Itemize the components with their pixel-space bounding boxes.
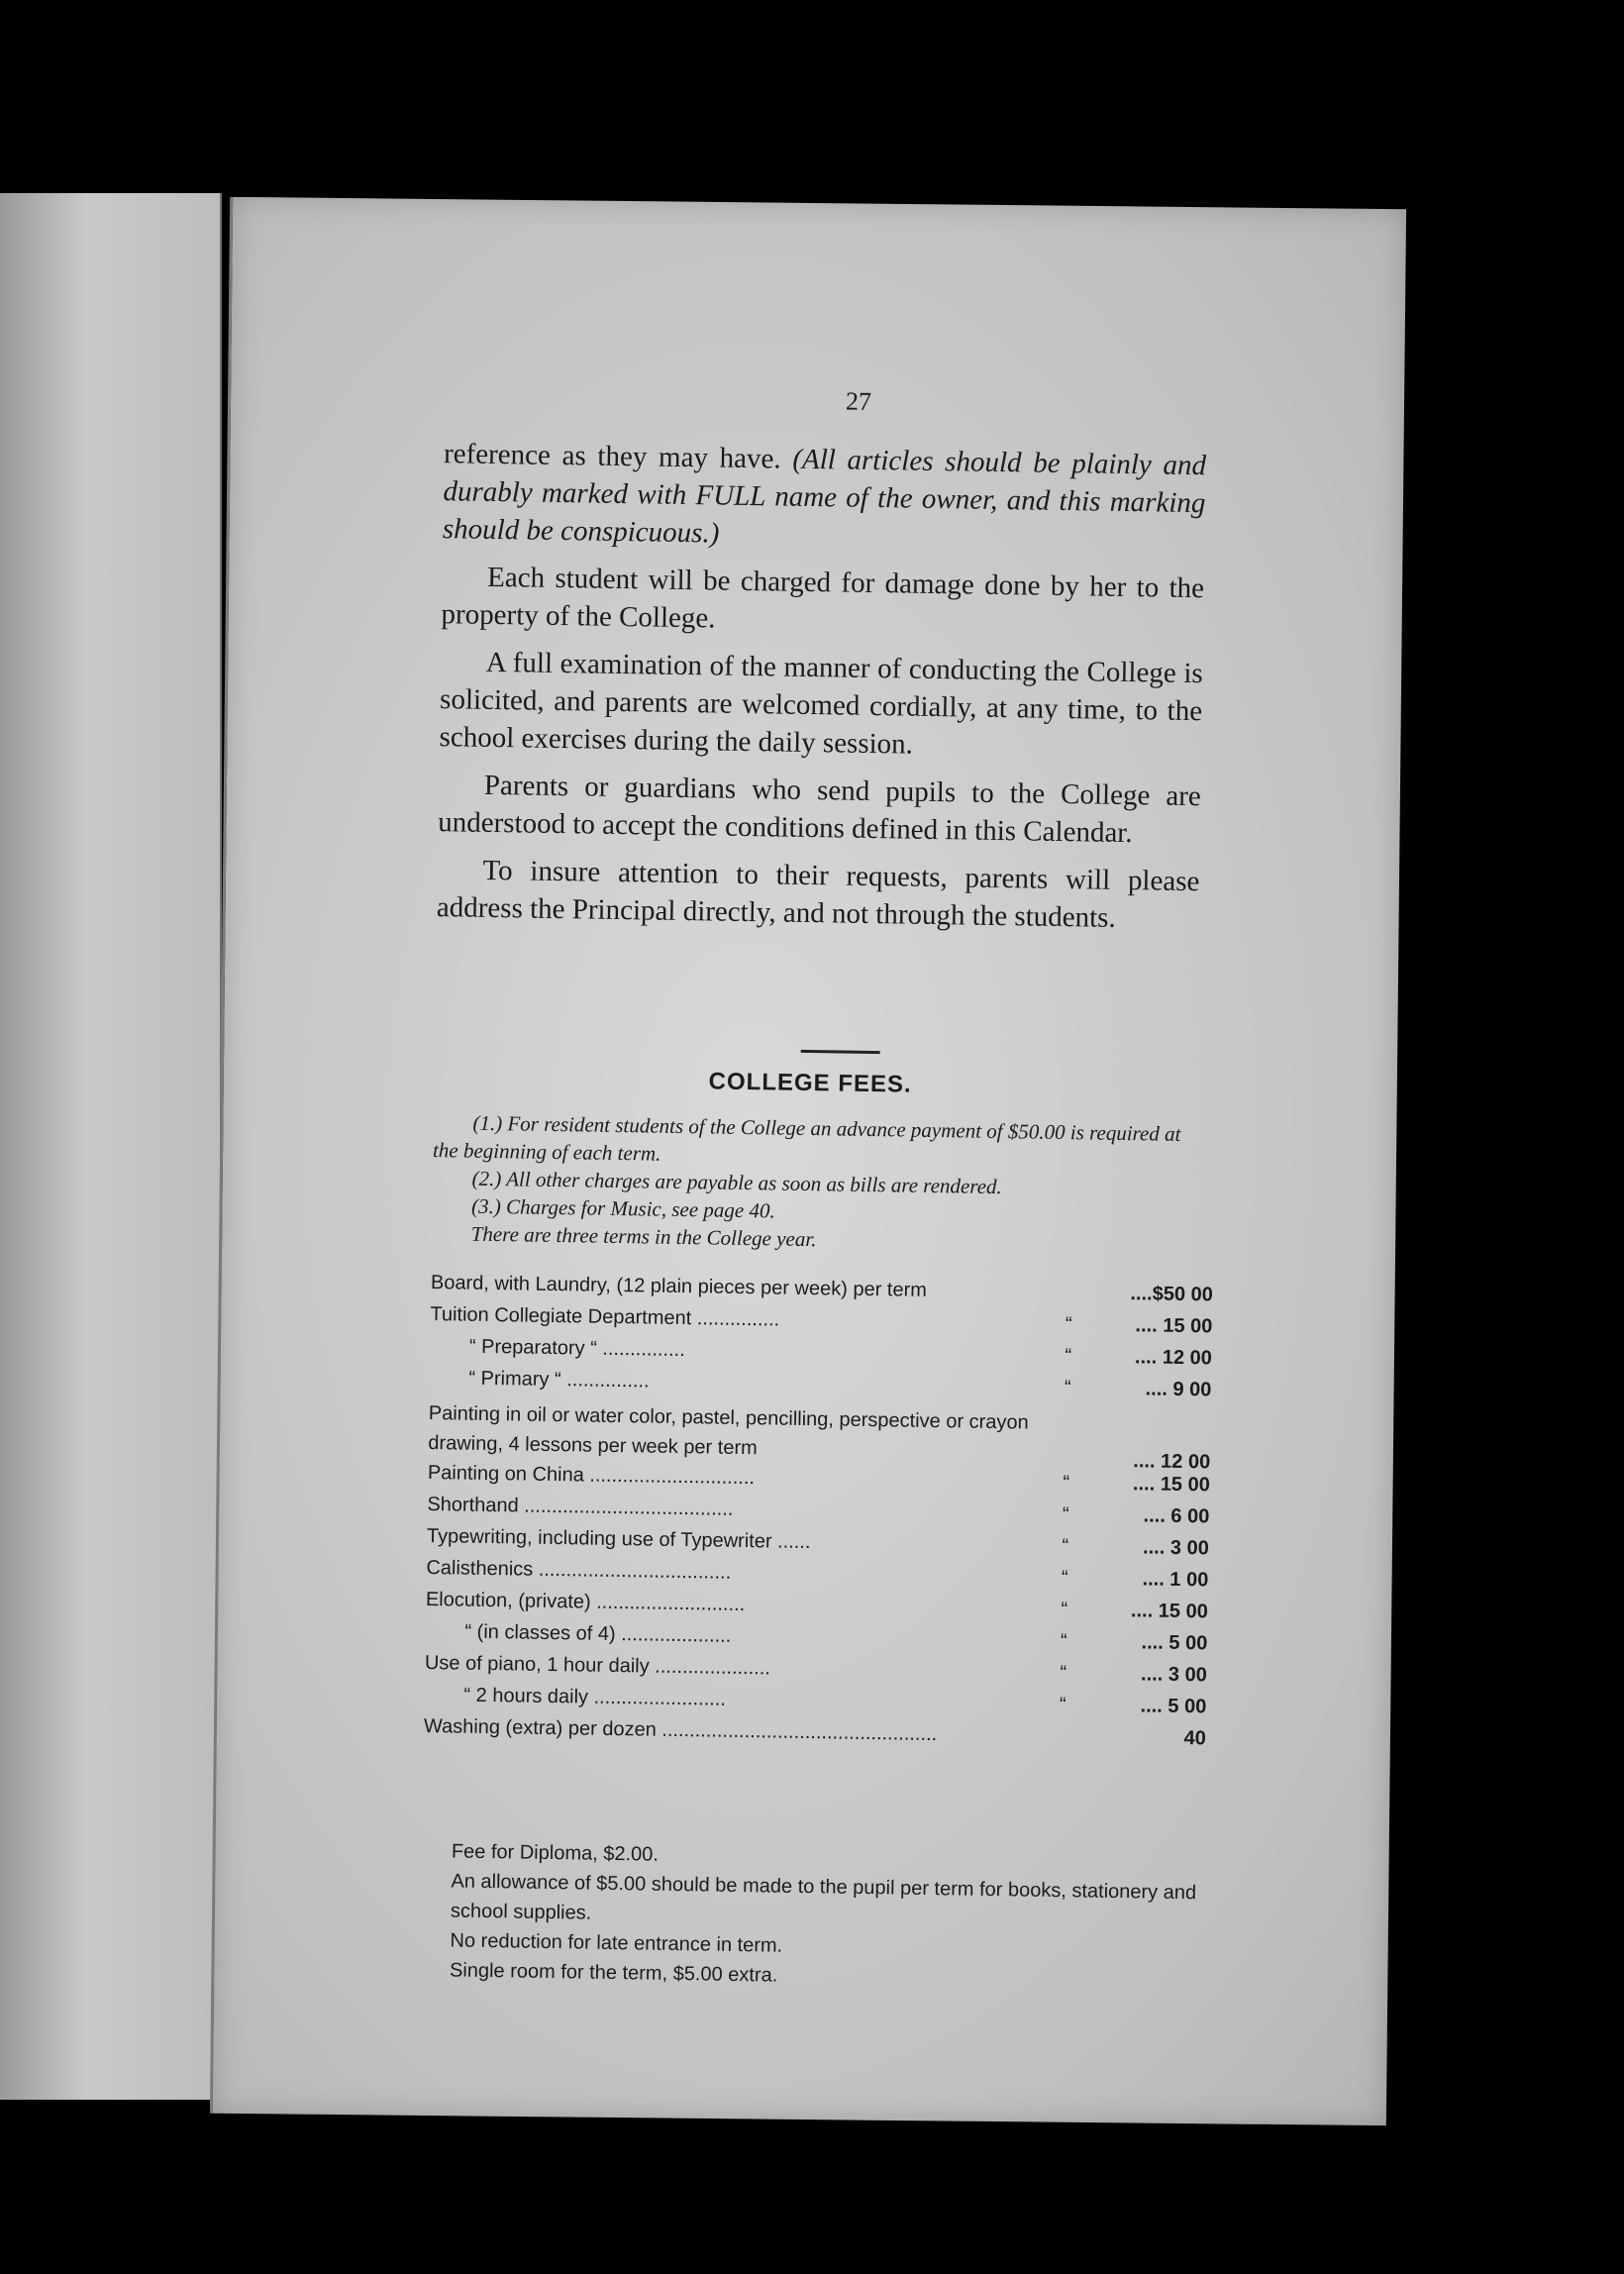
fee-amount: .... 15 00	[1130, 1600, 1208, 1623]
fees-heading: COLLEGE FEES.	[708, 1068, 912, 1098]
fee-amount: .... 9 00	[1145, 1378, 1212, 1401]
fee-item: “ Primary “ ...............	[468, 1367, 650, 1393]
fee-amount: .... 3 00	[1140, 1663, 1207, 1687]
supplies-allowance: An allowance of $5.00 should be made to the pupil per term for books, stationery and school supplies.	[450, 1870, 1197, 1924]
note-item: (2.) All other charges are payable as soon as bills are rendered.	[471, 1166, 1002, 1199]
diploma-fee: Fee for Diploma, $2.00.	[451, 1840, 660, 1866]
fee-item: Use of piano, 1 hour daily .....................	[424, 1652, 771, 1680]
fee-item: “ (in classes of 4) ....................	[464, 1620, 732, 1647]
facing-page-edge	[0, 193, 222, 2100]
fee-amount: .... 3 00	[1142, 1536, 1210, 1560]
note-item: (3.) Charges for Music, see page 40.	[470, 1193, 775, 1223]
fee-period: “	[1064, 1377, 1071, 1399]
closing-notes	[420, 1836, 1204, 1997]
fee-amount: .... 15 00	[1132, 1473, 1211, 1497]
fee-period: “	[1059, 1694, 1066, 1716]
fee-period: “	[1060, 1630, 1067, 1653]
fee-period: “	[1062, 1503, 1069, 1526]
fee-period: “	[1060, 1662, 1067, 1685]
single-room-fee: Single room for the term, $5.00 extra.	[449, 1959, 778, 1987]
late-entrance-note: No reduction for late entrance in term.	[450, 1929, 783, 1957]
fee-amount: ....$50 00	[1130, 1283, 1214, 1306]
fee-amount: 40	[1183, 1727, 1206, 1750]
fees-notes	[432, 1108, 1196, 1259]
fee-item: Elocution, (private) ...........................	[425, 1589, 746, 1616]
fee-item: Painting in oil or water color, pastel, pencilling, perspective or crayon drawing, 4 lessons per week per term	[428, 1402, 1029, 1460]
fee-period: “	[1061, 1567, 1068, 1590]
fees-table	[424, 1272, 1213, 1759]
paragraph-examination: A full examination of the manner of conducting the College is solicited, and parents are welcomed cordially, at any time, to the school exercises during the daily session.	[439, 646, 1203, 761]
fee-item: Painting on China ..............................	[427, 1462, 756, 1490]
fee-amount: .... 5 00	[1140, 1695, 1207, 1718]
fee-item: Shorthand ......................................	[427, 1494, 734, 1520]
fee-item: Tuition Collegiate Department ...............	[430, 1303, 780, 1331]
fee-item: “ Preparatory “ ...............	[468, 1335, 685, 1362]
fee-item: Calisthenics ...................................	[426, 1557, 732, 1584]
fee-period	[1028, 1742, 1097, 1743]
fee-period: “	[1063, 1472, 1070, 1495]
fee-period: “	[1065, 1313, 1072, 1336]
note-item: There are three terms in the College year.	[470, 1221, 817, 1252]
fee-item: Typewriting, including use of Typewriter ......	[426, 1525, 811, 1554]
fee-period	[1033, 1429, 1102, 1430]
fee-item: Board, with Laundry, (12 plain pieces per week) per term	[430, 1272, 928, 1301]
fee-period: “	[1061, 1599, 1068, 1621]
fee-period: “	[1065, 1345, 1072, 1368]
articles-marking-note: (All articles should be plainly and durably marked with FULL name of the owner, and this marking should be conspicuous.)	[442, 443, 1207, 550]
fee-period: “	[1062, 1535, 1069, 1558]
fee-amount: .... 6 00	[1143, 1504, 1210, 1528]
page-number: 27	[845, 386, 872, 416]
paragraph-address-principal: To insure attention to their requests, parents will please address the Principal directly, and not through the students.	[436, 854, 1200, 934]
paragraph-conditions: Parents or guardians who send pupils to the College are understood to accept the conditions defined in this Calendar.	[438, 769, 1202, 850]
paragraph-reference: reference as they may have. (All articles should be plainly and durably marked with FULL name of the owner, and this marking should be conspicuous.)	[442, 438, 1207, 550]
section-divider	[801, 1050, 880, 1054]
fee-amount: .... 1 00	[1142, 1568, 1209, 1592]
page-content	[205, 189, 1408, 2123]
fee-amount: .... 12 00	[1134, 1346, 1213, 1370]
fee-amount: .... 12 00	[1133, 1450, 1211, 1474]
fee-amount: .... 15 00	[1135, 1314, 1213, 1338]
body-text	[436, 435, 1206, 948]
fee-period	[1035, 1298, 1104, 1299]
fee-amount: .... 5 00	[1141, 1631, 1208, 1655]
fee-item: “ 2 hours daily ........................	[463, 1684, 727, 1710]
paragraph-damage: Each student will be charged for damage done by her to the property of the College.	[441, 561, 1205, 635]
fee-item: Washing (extra) per dozen ..................................................	[423, 1715, 938, 1746]
note-item: (1.) For resident students of the College an advance payment of $50.00 is required at the beginning of each term.	[432, 1110, 1181, 1166]
